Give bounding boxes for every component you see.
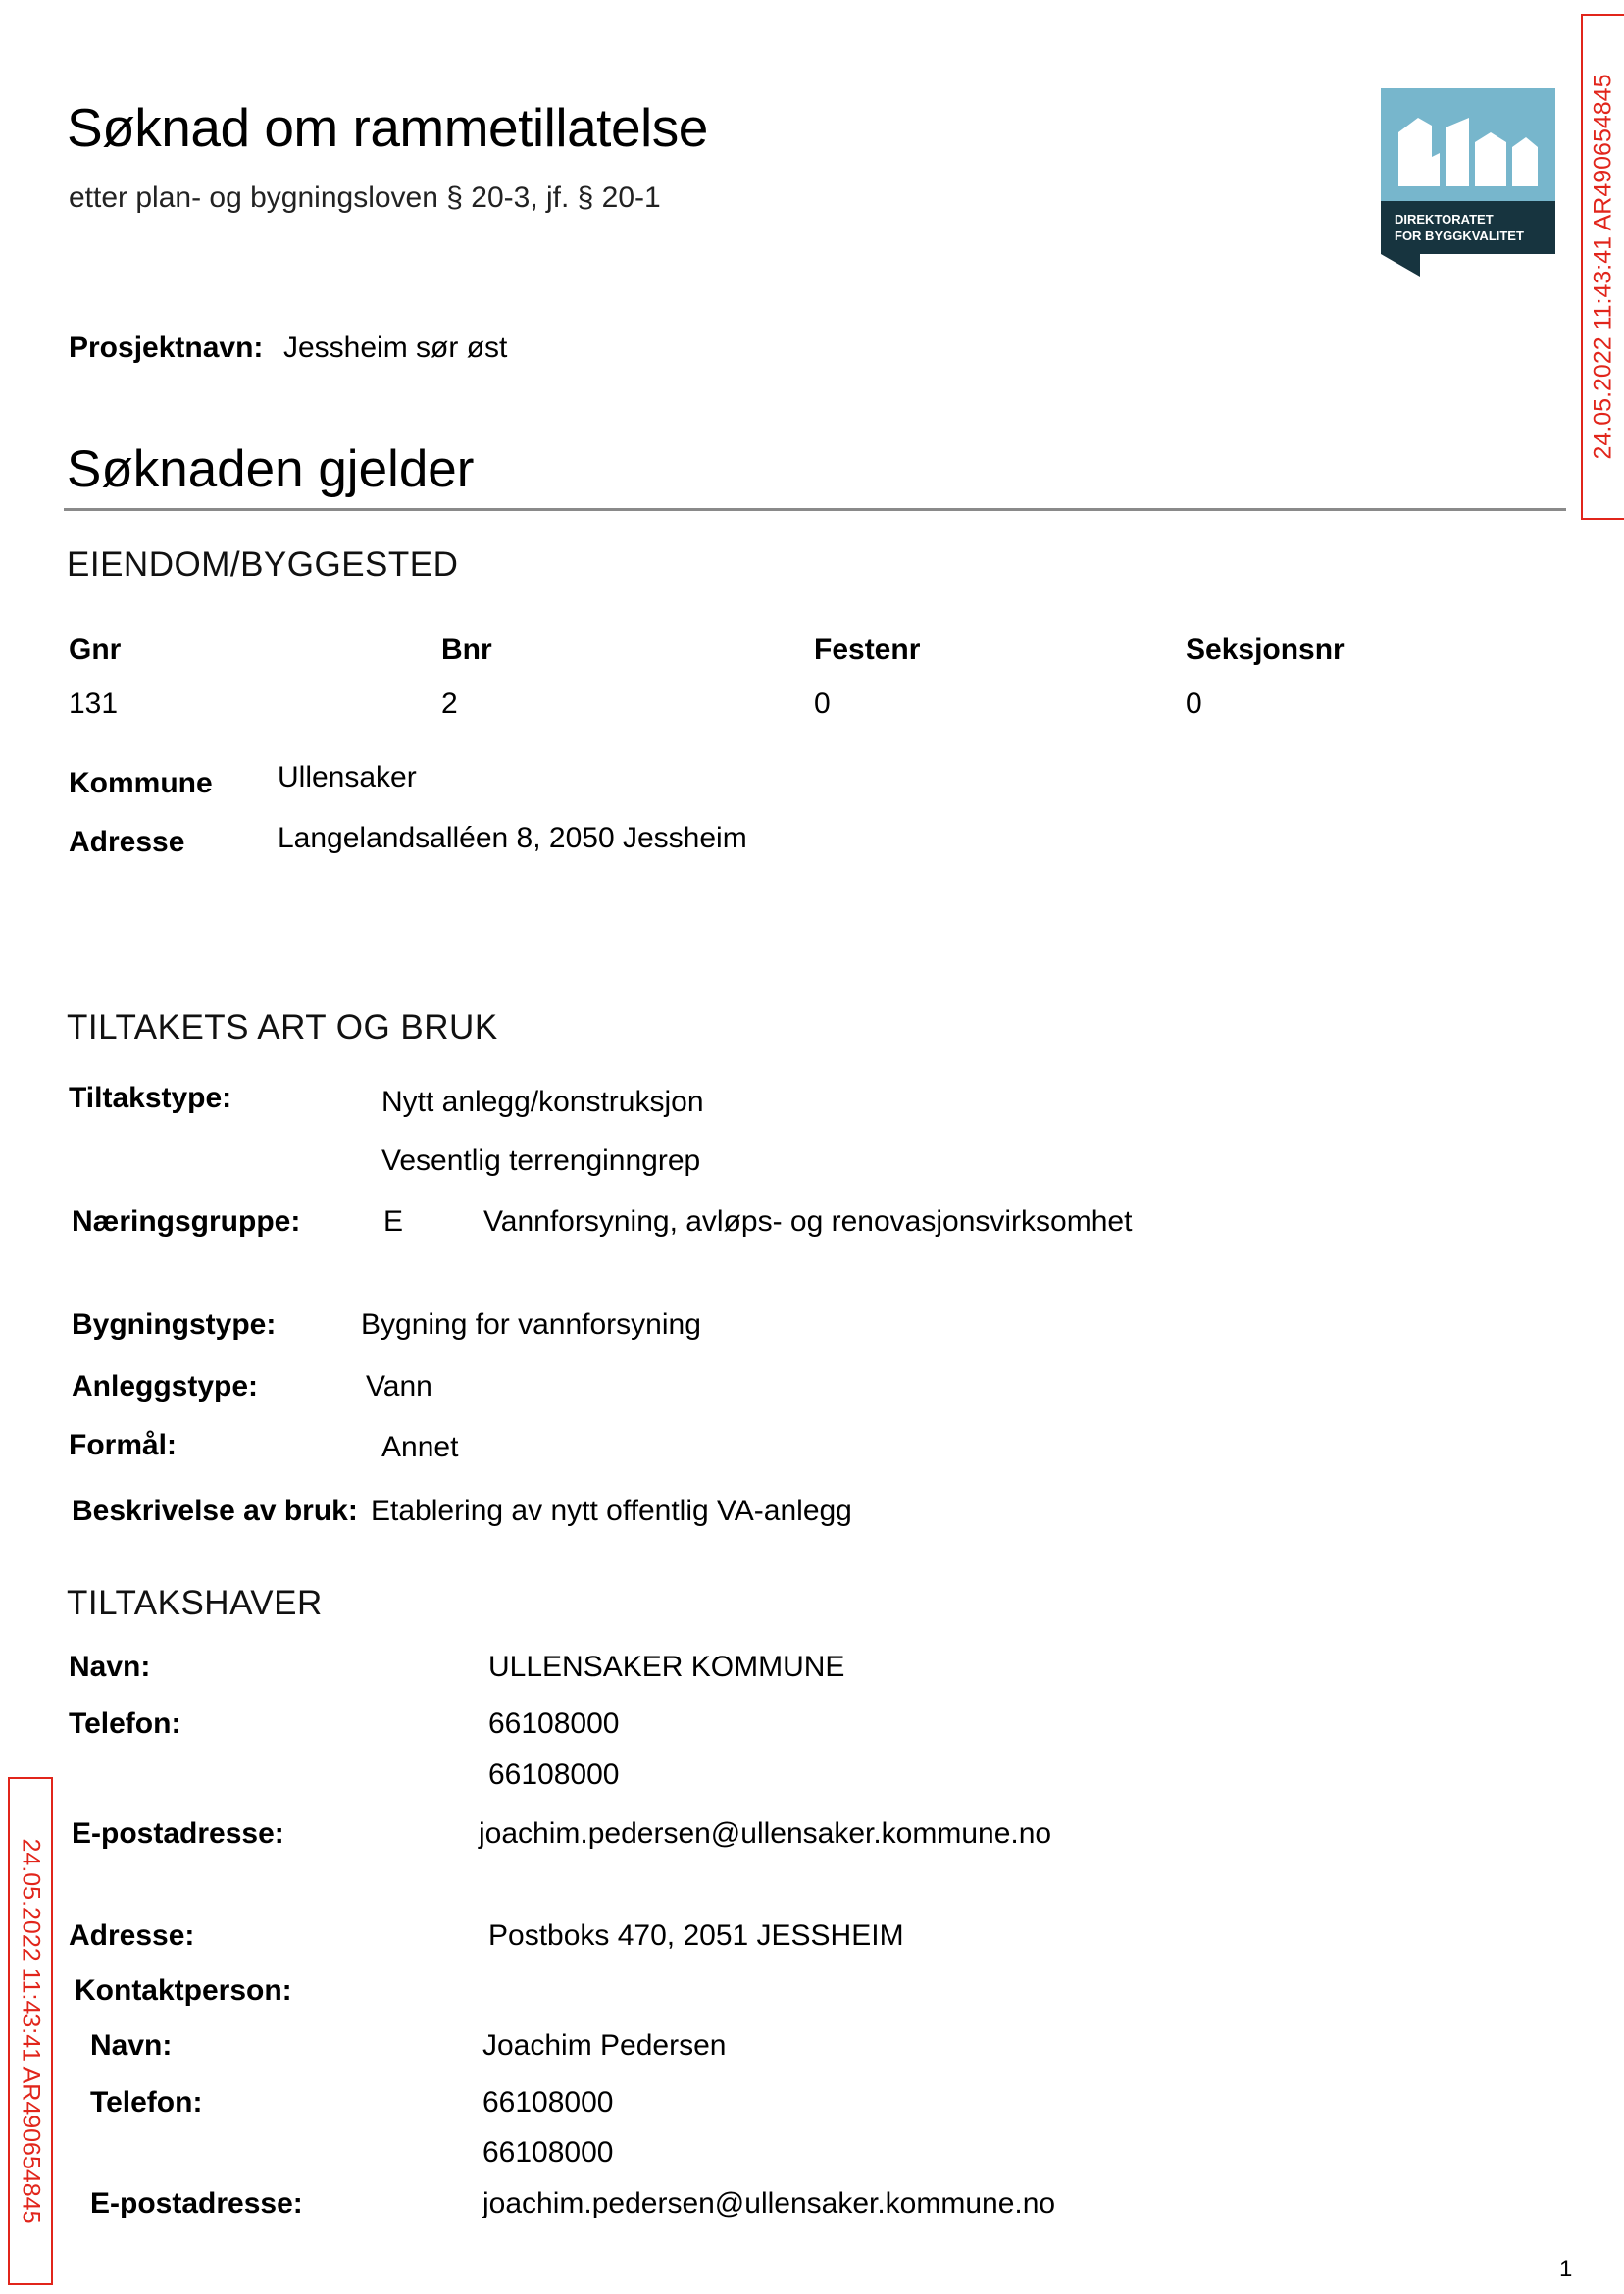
- naeringsgruppe-code: E: [383, 1205, 404, 1238]
- naeringsgruppe-value: Vannforsyning, avløps- og renovasjonsvirksomhet: [483, 1205, 1133, 1238]
- kontakt-epost-label: E-postadresse:: [90, 2187, 303, 2219]
- adresse-label: Adresse: [69, 826, 185, 858]
- logo-line1: DIREKTORATET: [1395, 212, 1494, 227]
- dibk-logo: [1381, 88, 1555, 277]
- formal-value: Annet: [381, 1431, 459, 1463]
- bnr-label: Bnr: [441, 634, 492, 666]
- anleggstype-value: Vann: [366, 1370, 432, 1402]
- kontakt-telefon-label: Telefon:: [90, 2086, 203, 2118]
- seksjonsnr-label: Seksjonsnr: [1186, 634, 1345, 666]
- beskrivelse-value: Etablering av nytt offentlig VA-anlegg: [371, 1495, 852, 1527]
- tiltakshaver-adresse-label: Adresse:: [69, 1919, 195, 1952]
- timestamp-stamp-right: [1581, 14, 1624, 520]
- tiltakstype-value-2: Vesentlig terrenginngrep: [381, 1145, 701, 1177]
- page-number: 1: [1559, 2256, 1573, 2282]
- tiltakshaver-telefon-value-1: 66108000: [488, 1708, 620, 1740]
- formal-label: Formål:: [69, 1429, 178, 1461]
- gnr-label: Gnr: [69, 634, 122, 666]
- stamp-text-right: 24.05.2022 11:43:41 AR490654845: [1589, 74, 1617, 460]
- project-label: Prosjektnavn:: [69, 331, 264, 364]
- seksjonsnr-value: 0: [1186, 688, 1202, 720]
- section-heading-tiltakshaver: TILTAKSHAVER: [67, 1584, 323, 1622]
- tiltakstype-label: Tiltakstype:: [69, 1082, 232, 1114]
- tiltakshaver-epost-label: E-postadresse:: [72, 1817, 284, 1850]
- timestamp-stamp-left: [8, 1777, 53, 2285]
- kommune-label: Kommune: [69, 767, 213, 799]
- logo-line2: FOR BYGGKVALITET: [1395, 229, 1524, 243]
- festenr-label: Festenr: [814, 634, 921, 666]
- kommune-value: Ullensaker: [278, 761, 417, 793]
- tiltakshaver-epost-value: joachim.pedersen@ullensaker.kommune.no: [479, 1817, 1052, 1850]
- gnr-value: 131: [69, 688, 119, 720]
- kontakt-telefon-value-1: 66108000: [482, 2086, 614, 2118]
- kontakt-navn-value: Joachim Pedersen: [482, 2029, 727, 2062]
- kontakt-navn-label: Navn:: [90, 2029, 173, 2062]
- tiltakshaver-adresse-value: Postboks 470, 2051 JESSHEIM: [488, 1919, 904, 1952]
- section-heading-eiendom: EIENDOM/BYGGESTED: [67, 545, 459, 584]
- tiltakshaver-telefon-value-2: 66108000: [488, 1759, 620, 1791]
- page-title: Søknad om rammetillatelse: [67, 97, 708, 158]
- kontakt-epost-value: joachim.pedersen@ullensaker.kommune.no: [482, 2187, 1056, 2219]
- tiltakshaver-navn-label: Navn:: [69, 1651, 151, 1683]
- main-heading: Søknaden gjelder: [67, 440, 475, 498]
- festenr-value: 0: [814, 688, 831, 720]
- section-heading-tiltak: TILTAKETS ART OG BRUK: [67, 1008, 498, 1046]
- project-value: Jessheim sør øst: [283, 331, 508, 364]
- bnr-value: 2: [441, 688, 458, 720]
- page-subtitle: etter plan- og bygningsloven § 20-3, jf. § 20-1: [69, 181, 661, 214]
- naeringsgruppe-label: Næringsgruppe:: [72, 1205, 301, 1238]
- bygningstype-label: Bygningstype:: [72, 1308, 277, 1341]
- heading-divider: [64, 508, 1566, 511]
- kontakt-telefon-value-2: 66108000: [482, 2136, 614, 2168]
- stamp-text-left: 24.05.2022 11:43:41 AR490654845: [17, 1838, 45, 2224]
- anleggstype-label: Anleggstype:: [72, 1370, 259, 1402]
- adresse-value: Langelandsalléen 8, 2050 Jessheim: [278, 822, 747, 854]
- kontaktperson-label: Kontaktperson:: [75, 1974, 292, 2007]
- beskrivelse-label: Beskrivelse av bruk:: [72, 1495, 358, 1527]
- tiltakshaver-navn-value: ULLENSAKER KOMMUNE: [488, 1651, 845, 1683]
- bygningstype-value: Bygning for vannforsyning: [361, 1308, 701, 1341]
- tiltakshaver-telefon-label: Telefon:: [69, 1708, 181, 1740]
- tiltakstype-value-1: Nytt anlegg/konstruksjon: [381, 1086, 704, 1118]
